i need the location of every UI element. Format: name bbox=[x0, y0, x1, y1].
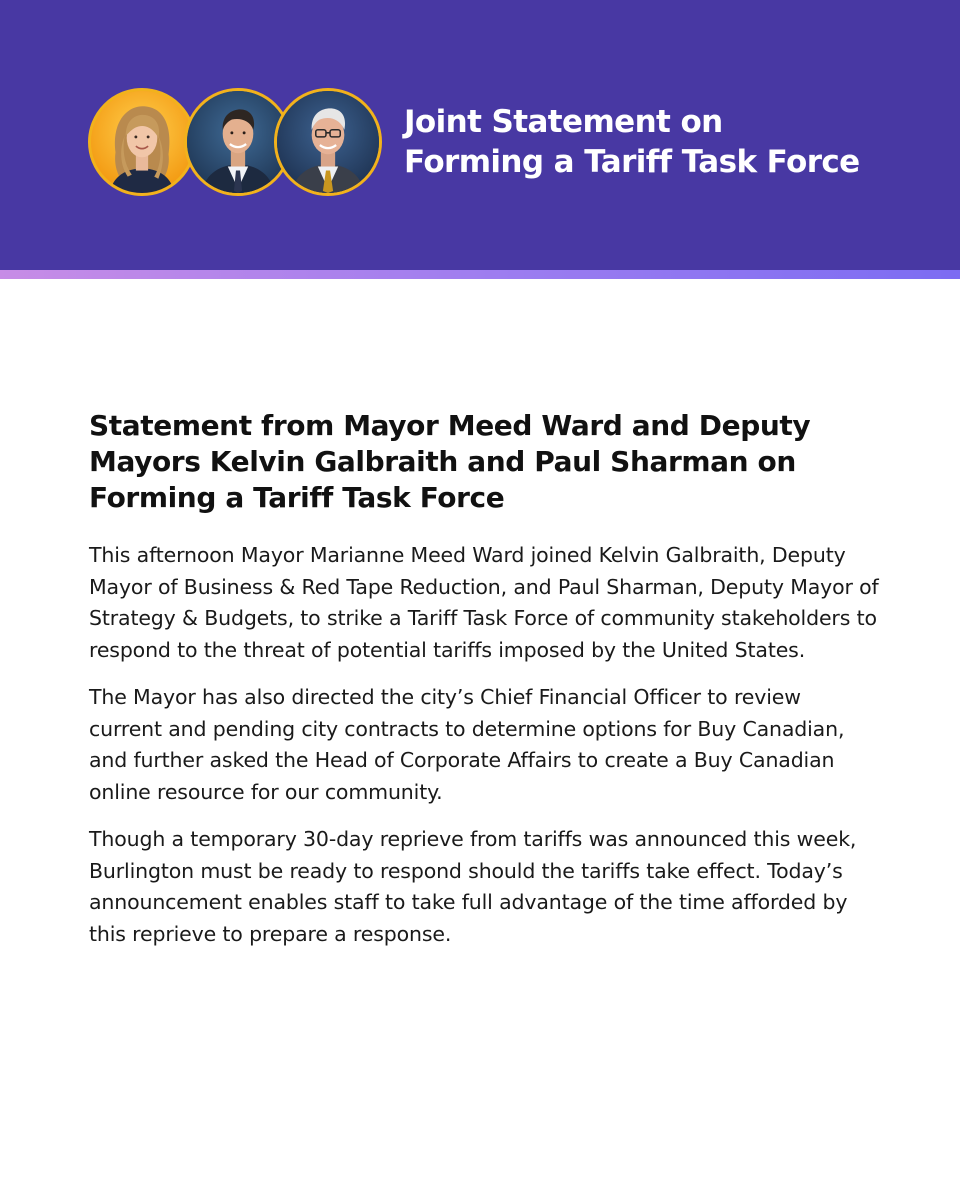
header-title-line-1: Joint Statement on bbox=[404, 104, 723, 140]
woman-portrait-icon bbox=[88, 88, 196, 196]
older-man-portrait-icon bbox=[274, 88, 382, 196]
article-paragraph-1: This afternoon Mayor Marianne Meed Ward joined Kelvin Galbraith, Deputy Mayor of Business & Red Tape Reduction, and Paul Sharman, Deputy Mayor of Strategy & Budgets, to strike a Tariff Task Force of community stakeholders to respond to the threat of potential tariffs imposed by the United States. bbox=[89, 543, 879, 662]
header-title bbox=[404, 102, 924, 182]
header-title-line-2: Forming a Tariff Task Force bbox=[404, 144, 860, 180]
header-accent-stripe bbox=[0, 270, 960, 279]
header-banner bbox=[0, 0, 960, 270]
article-heading: Statement from Mayor Meed Ward and Deputy Mayors Kelvin Galbraith and Paul Sharman on Forming a Tariff Task Force bbox=[89, 409, 811, 514]
article-paragraph-3: Though a temporary 30-day reprieve from tariffs was announced this week, Burlington must be ready to respond should the tariffs take effect. Today’s announcement enables staff to take full advantage of the time afforded by this reprieve to prepare a response. bbox=[89, 827, 857, 946]
article-body bbox=[89, 408, 879, 966]
article-paragraph-2: The Mayor has also directed the city’s Chief Financial Officer to review current and pending city contracts to determine options for Buy Canadian, and further asked the Head of Corporate Affairs to create a Buy Canadian online resource for our community. bbox=[89, 685, 845, 804]
